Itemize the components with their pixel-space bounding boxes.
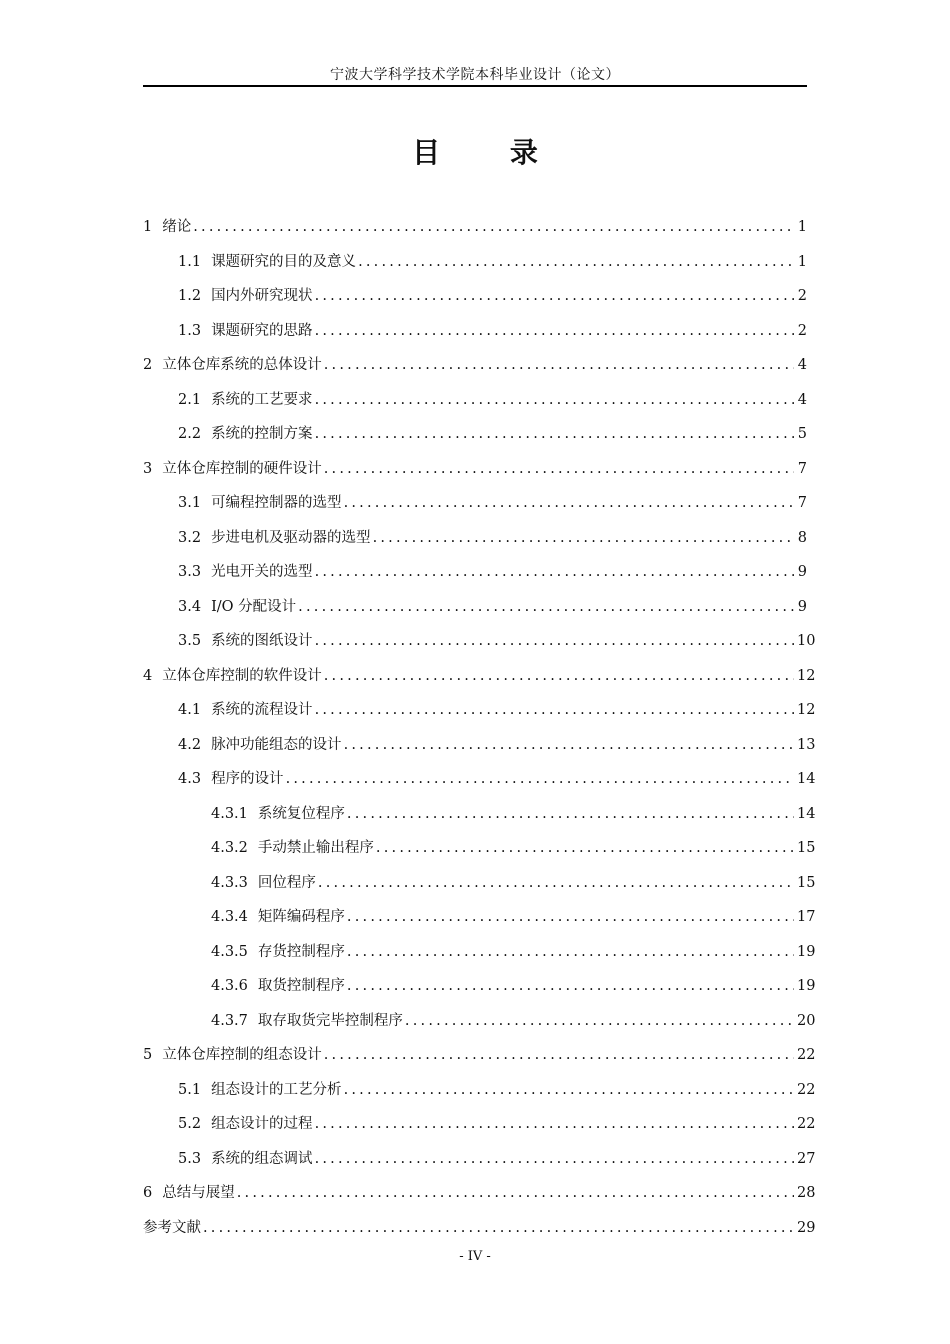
toc-entry-number: 2.1 <box>178 391 202 408</box>
toc-entry-page: 17 <box>797 909 816 925</box>
toc-entry-page: 15 <box>797 840 816 856</box>
toc-entry-number: 4 <box>143 667 153 684</box>
toc-entry-title: 程序的设计 <box>211 771 284 787</box>
toc-entry-page: 9 <box>797 564 807 580</box>
toc-entry-number: 4.3 <box>178 771 202 787</box>
toc-entry-title: 组态设计的过程 <box>211 1116 313 1132</box>
toc-entry-title: 矩阵编码程序 <box>257 909 345 925</box>
toc-entry-number: 4.3.2 <box>211 840 248 856</box>
toc-entry-title: 取存取货完毕控制程序 <box>257 1012 403 1029</box>
toc-entry-title: 系统的控制方案 <box>211 426 313 442</box>
toc-entry[interactable] <box>143 969 816 1004</box>
toc-entry-number: 4.3.7 <box>211 1012 248 1029</box>
toc-entry[interactable] <box>143 900 816 935</box>
toc-entry[interactable] <box>143 831 816 866</box>
toc-entry-page: 10 <box>797 633 816 649</box>
toc-entry[interactable] <box>143 417 807 452</box>
toc-entry-title: 总结与展望 <box>162 1185 235 1201</box>
toc-entry-title: 参考文献 <box>143 1219 201 1236</box>
toc-entry-number: 3.4 <box>178 598 202 615</box>
toc-dot-leader <box>203 1211 794 1246</box>
header-rule <box>143 85 807 87</box>
toc-entry[interactable] <box>143 590 807 625</box>
toc-entry[interactable] <box>143 245 807 280</box>
toc-entry-title: 绪论 <box>162 219 192 235</box>
toc-dot-leader <box>298 590 794 625</box>
toc-entry[interactable] <box>143 314 807 349</box>
toc-entry-page: 12 <box>797 667 816 684</box>
toc-title: 目 录 <box>412 136 568 169</box>
toc-entry-page: 29 <box>797 1219 816 1236</box>
toc-entry-title: 步进电机及驱动器的选型 <box>211 529 371 546</box>
toc-entry-title: 课题研究的思路 <box>211 322 313 339</box>
toc-dot-leader <box>347 935 794 970</box>
toc-entry-page: 5 <box>797 426 807 442</box>
toc-entry[interactable] <box>143 383 807 418</box>
toc-entry-number: 5.1 <box>178 1081 202 1098</box>
toc-entry[interactable] <box>143 693 816 728</box>
toc-entry-title: 可编程控制器的选型 <box>211 495 342 511</box>
toc-entry[interactable] <box>143 555 807 590</box>
toc-dot-leader <box>315 279 794 314</box>
toc-entry[interactable] <box>143 1142 816 1177</box>
toc-entry-title: 光电开关的选型 <box>211 564 313 580</box>
toc-dot-leader <box>376 831 794 866</box>
toc-entry-title: I/O 分配设计 <box>211 598 297 615</box>
toc-entry[interactable] <box>143 521 807 556</box>
toc-dot-leader <box>358 245 794 280</box>
toc-entry-page: 2 <box>797 288 807 304</box>
toc-entry[interactable] <box>143 1211 816 1246</box>
toc-entry[interactable] <box>143 279 807 314</box>
toc-dot-leader <box>405 1004 794 1039</box>
toc-dot-leader <box>373 521 794 556</box>
toc-dot-leader <box>324 659 794 694</box>
toc-entry-number: 4.2 <box>178 736 202 753</box>
toc-entry-number: 5 <box>143 1047 153 1063</box>
toc-entry-page: 14 <box>797 805 816 822</box>
toc-entry[interactable] <box>143 1004 816 1039</box>
toc-dot-leader <box>344 1073 794 1108</box>
toc-entry-page: 7 <box>797 460 807 477</box>
toc-entry-number: 3 <box>143 460 153 477</box>
toc-entry-title: 立体仓库控制的软件设计 <box>162 667 322 684</box>
toc-entry[interactable] <box>143 659 816 694</box>
toc-entry-number: 3.3 <box>178 564 202 580</box>
toc-entry-title: 立体仓库控制的组态设计 <box>162 1047 322 1063</box>
toc-dot-leader <box>347 797 794 832</box>
toc-entry-page: 22 <box>797 1081 816 1098</box>
toc-entry-title: 脉冲功能组态的设计 <box>211 736 342 753</box>
toc-entry-title: 系统的工艺要求 <box>211 391 313 408</box>
toc-entry-title: 组态设计的工艺分析 <box>211 1081 342 1098</box>
toc-entry-number: 4.1 <box>178 702 202 718</box>
toc-dot-leader <box>315 383 794 418</box>
toc-dot-leader <box>315 417 794 452</box>
toc-entry[interactable] <box>143 1073 816 1108</box>
toc-entry-number: 6 <box>143 1185 153 1201</box>
toc-dot-leader <box>286 762 794 797</box>
toc-dot-leader <box>315 555 794 590</box>
toc-entry-title: 课题研究的目的及意义 <box>211 253 357 270</box>
toc-entry-number: 4.3.4 <box>211 909 248 925</box>
toc-entry[interactable] <box>143 762 816 797</box>
toc-entry[interactable] <box>143 1107 816 1142</box>
toc-entry[interactable] <box>143 452 807 487</box>
toc-entry-number: 4.3.6 <box>211 978 248 994</box>
toc-entry-page: 13 <box>797 736 816 753</box>
toc-entry-number: 1 <box>143 219 153 235</box>
toc-entry-page: 2 <box>797 322 807 339</box>
toc-dot-leader <box>324 452 794 487</box>
toc-dot-leader <box>344 486 794 521</box>
toc-entry[interactable] <box>143 1176 816 1211</box>
toc-entry-title: 系统的图纸设计 <box>211 633 313 649</box>
toc-dot-leader <box>347 900 794 935</box>
toc-entry-page: 12 <box>797 702 816 718</box>
toc-dot-leader <box>315 624 794 659</box>
toc-entry-number: 3.1 <box>178 495 202 511</box>
toc-entry-page: 22 <box>797 1116 816 1132</box>
toc-entry[interactable] <box>143 866 816 901</box>
toc-entry-title: 系统的流程设计 <box>211 702 313 718</box>
toc-entry[interactable] <box>143 935 816 970</box>
toc-entry[interactable] <box>143 797 816 832</box>
toc-entry-title: 存货控制程序 <box>257 943 345 960</box>
toc-entry-number: 1.2 <box>178 288 202 304</box>
toc-dot-leader <box>315 693 794 728</box>
toc-dot-leader <box>324 348 794 383</box>
toc-entry-page: 7 <box>797 495 807 511</box>
toc-dot-leader <box>318 866 794 901</box>
toc-entry-title: 国内外研究现状 <box>211 288 313 304</box>
toc-entry-number: 2 <box>143 357 153 373</box>
toc-entry-number: 4.3.1 <box>211 805 248 822</box>
toc-entry-page: 22 <box>797 1047 816 1063</box>
toc-entry-page: 9 <box>797 598 807 615</box>
toc-entry-page: 1 <box>797 253 807 270</box>
toc-entry-number: 5.3 <box>178 1150 202 1167</box>
running-header: 宁波大学科学技术学院本科毕业设计（论文） <box>330 67 620 83</box>
toc-entry-title: 系统的组态调试 <box>211 1150 313 1167</box>
toc-entry-page: 1 <box>797 219 807 235</box>
toc-entry-page: 19 <box>797 978 816 994</box>
toc-dot-leader <box>237 1176 794 1211</box>
toc-entry-title: 回位程序 <box>257 874 316 891</box>
toc-dot-leader <box>315 1142 794 1177</box>
toc-entry-page: 8 <box>797 529 807 546</box>
toc-dot-leader <box>324 1038 794 1073</box>
toc-entry-page: 28 <box>797 1185 816 1201</box>
toc-entry-number: 3.2 <box>178 529 202 546</box>
toc-dot-leader <box>315 1107 794 1142</box>
toc-entry-page: 4 <box>797 391 807 408</box>
page-number: - IV - <box>459 1249 491 1264</box>
toc-entry-title: 立体仓库系统的总体设计 <box>162 357 322 373</box>
toc-entry-number: 1.3 <box>178 322 202 339</box>
toc-entry-title: 手动禁止输出程序 <box>257 840 374 856</box>
table-of-contents <box>143 210 816 1245</box>
toc-entry[interactable] <box>143 486 807 521</box>
toc-entry-page: 15 <box>797 874 816 891</box>
toc-entry-page: 20 <box>797 1012 816 1029</box>
toc-dot-leader <box>193 210 794 245</box>
toc-entry[interactable] <box>143 1038 816 1073</box>
toc-entry[interactable] <box>143 624 816 659</box>
toc-entry[interactable] <box>143 728 816 763</box>
toc-dot-leader <box>347 969 794 1004</box>
toc-entry-title: 立体仓库控制的硬件设计 <box>162 460 322 477</box>
toc-entry-number: 5.2 <box>178 1116 202 1132</box>
toc-entry[interactable] <box>143 348 807 383</box>
toc-entry-page: 19 <box>797 943 816 960</box>
toc-entry-number: 1.1 <box>178 253 202 270</box>
toc-entry-page: 4 <box>797 357 807 373</box>
toc-entry-page: 27 <box>797 1150 816 1167</box>
toc-entry-title: 取货控制程序 <box>257 978 345 994</box>
toc-entry[interactable] <box>143 210 807 245</box>
toc-entry-number: 2.2 <box>178 426 202 442</box>
toc-dot-leader <box>344 728 794 763</box>
toc-entry-number: 3.5 <box>178 633 202 649</box>
toc-entry-title: 系统复位程序 <box>257 805 345 822</box>
toc-entry-number: 4.3.3 <box>211 874 248 891</box>
toc-dot-leader <box>315 314 794 349</box>
toc-entry-number: 4.3.5 <box>211 943 248 960</box>
toc-entry-page: 14 <box>797 771 816 787</box>
